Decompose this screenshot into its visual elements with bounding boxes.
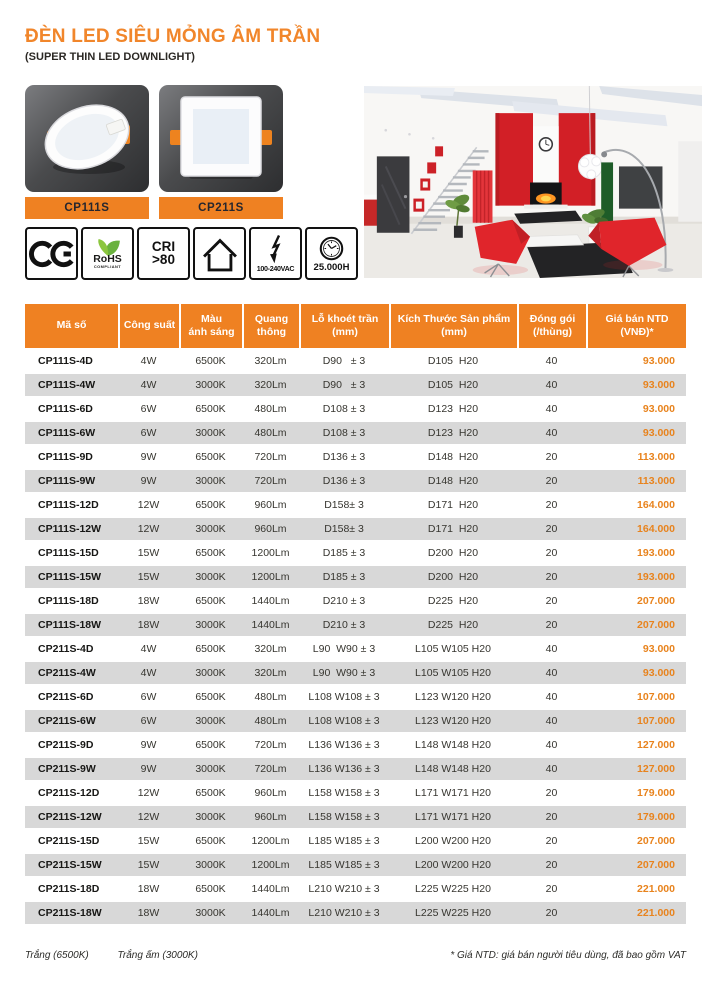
cell-code: CP111S-9W — [25, 470, 118, 492]
cell-color-temp: 6500K — [195, 403, 226, 415]
cell-power: 18W — [137, 595, 160, 607]
cell-product-size: L148 W148 H20 — [415, 739, 491, 751]
product-label-cp211s: CP211S — [159, 197, 283, 219]
cell-cutout-size: D210 ± 3 — [322, 595, 366, 607]
cell-color-temp: 3000K — [179, 566, 242, 588]
cell-power: 4W — [140, 643, 157, 655]
cell-code: CP211S-4D — [38, 643, 94, 655]
cell-cutout-size: L108 W108 ± 3 — [308, 691, 380, 703]
cell-luminous-flux: 1440Lm — [251, 595, 290, 607]
page-subtitle: (SUPER THIN LED DOWNLIGHT) — [25, 51, 195, 63]
cell-power: 9W — [140, 739, 157, 751]
cell-code: CP111S-18D — [38, 595, 99, 607]
product-card-round — [25, 85, 149, 219]
table-row — [25, 638, 686, 660]
cell-power: 18W — [118, 614, 179, 636]
cell-packing-qty: 40 — [517, 710, 586, 732]
product-label-cp111s: CP111S — [25, 197, 149, 219]
cell-luminous-flux: 720Lm — [242, 470, 299, 492]
cell-product-size: L123 W120 H20 — [389, 710, 517, 732]
certification-badges — [25, 227, 361, 280]
cell-price: 179.000 — [586, 806, 686, 828]
cell-code: CP111S-4W — [25, 374, 118, 396]
cell-color-temp: 6500K — [195, 451, 226, 463]
cell-price: 207.000 — [637, 595, 675, 607]
cell-product-size: D200 H20 — [427, 547, 479, 559]
cell-price: 193.000 — [586, 566, 686, 588]
cell-cutout-size: D158± 3 — [299, 518, 389, 540]
cell-price: 127.000 — [637, 739, 675, 751]
price-note: * Giá NTD: giá bán người tiêu dùng, đã bao gồm VAT — [450, 950, 686, 961]
cri-label: CRI — [151, 238, 176, 254]
legend-cool-white: Trắng (6500K) — [25, 950, 89, 961]
cell-product-size: D171 H20 — [427, 499, 479, 511]
cell-code: CP111S-12W — [25, 518, 118, 540]
cell-code: CP111S-15W — [25, 566, 118, 588]
round-panel-image — [25, 85, 149, 192]
cell-cutout-size: L136 W136 ± 3 — [308, 739, 380, 751]
col-header-packing-qty: Đóng gói (/thùng) — [517, 304, 586, 348]
col-header-code: Mã số — [25, 304, 118, 348]
page-footer — [25, 950, 686, 961]
cell-price: 207.000 — [586, 854, 686, 876]
table-row — [25, 686, 686, 708]
cell-power: 12W — [118, 806, 179, 828]
cell-code: CP211S-6W — [25, 710, 118, 732]
cell-code: CP211S-12D — [38, 787, 100, 799]
cell-cutout-size: L158 W158 ± 3 — [308, 787, 380, 799]
cell-packing-qty: 40 — [545, 643, 558, 655]
cell-product-size: L171 W171 H20 — [415, 787, 491, 799]
cell-packing-qty: 20 — [517, 518, 586, 540]
lifetime-label: 25.000H — [313, 261, 350, 273]
cell-cutout-size: D108 ± 3 — [299, 422, 389, 444]
cell-power: 18W — [137, 883, 160, 895]
table-row — [25, 710, 686, 732]
cell-code: CP111S-18W — [25, 614, 118, 636]
col-header-color-temp: Màu ánh sáng — [179, 304, 242, 348]
cell-cutout-size: D136 ± 3 — [299, 470, 389, 492]
cell-color-temp: 3000K — [179, 758, 242, 780]
cell-color-temp: 3000K — [179, 902, 242, 924]
cell-product-size: D200 H20 — [389, 566, 517, 588]
cell-price: 207.000 — [586, 614, 686, 636]
cell-cutout-size: L185 W185 ± 3 — [299, 854, 389, 876]
square-panel-image — [159, 85, 283, 192]
cell-luminous-flux: 1200Lm — [242, 566, 299, 588]
cell-packing-qty: 20 — [517, 854, 586, 876]
table-row — [25, 542, 686, 564]
table-row — [25, 398, 686, 420]
cell-packing-qty: 20 — [545, 451, 558, 463]
cell-code: CP211S-18D — [38, 883, 100, 895]
table-row — [25, 878, 686, 900]
voltage-label: 100-240VAC — [256, 265, 295, 273]
cell-cutout-size: L210 W210 ± 3 — [308, 883, 380, 895]
cell-cutout-size: L136 W136 ± 3 — [299, 758, 389, 780]
rohs-compliant-label: COMPLIANT — [93, 264, 122, 270]
cell-color-temp: 3000K — [179, 518, 242, 540]
table-row — [25, 566, 686, 588]
interior-illustration — [364, 86, 702, 278]
cri-value: >80 — [152, 251, 175, 267]
badge-lifetime — [305, 227, 358, 280]
cell-luminous-flux: 720Lm — [242, 758, 299, 780]
cell-power: 12W — [137, 499, 160, 511]
cell-power: 9W — [140, 451, 157, 463]
cell-luminous-flux: 960Lm — [242, 806, 299, 828]
cell-price: 107.000 — [637, 691, 675, 703]
cell-cutout-size: L158 W158 ± 3 — [299, 806, 389, 828]
cell-cutout-size: D185 ± 3 — [322, 547, 366, 559]
cell-packing-qty: 20 — [517, 470, 586, 492]
cell-power: 15W — [118, 566, 179, 588]
cell-luminous-flux: 1200Lm — [251, 547, 290, 559]
cell-product-size: D123 H20 — [427, 403, 479, 415]
cell-power: 9W — [118, 470, 179, 492]
cell-product-size: D225 H20 — [427, 595, 479, 607]
cell-code: CP211S-15D — [38, 835, 100, 847]
cell-color-temp: 6500K — [195, 547, 226, 559]
cell-luminous-flux: 960Lm — [254, 499, 287, 511]
cell-product-size: L225 W225 H20 — [389, 902, 517, 924]
cell-power: 15W — [118, 854, 179, 876]
cell-price: 221.000 — [637, 883, 675, 895]
round-downlight-icon — [25, 85, 149, 192]
cell-price: 113.000 — [586, 470, 686, 492]
cell-code: CP211S-15W — [25, 854, 118, 876]
cell-price: 113.000 — [637, 451, 675, 463]
cell-code: CP211S-9D — [38, 739, 94, 751]
page-header — [25, 26, 686, 63]
cell-cutout-size: D158± 3 — [324, 499, 364, 511]
cell-power: 15W — [137, 835, 160, 847]
cell-color-temp: 6500K — [195, 691, 226, 703]
house-icon — [199, 233, 241, 275]
cell-packing-qty: 40 — [517, 374, 586, 396]
cell-packing-qty: 20 — [545, 547, 558, 559]
cell-color-temp: 6500K — [195, 883, 226, 895]
cell-code: CP111S-15D — [38, 547, 99, 559]
cell-power: 12W — [137, 787, 160, 799]
cell-power: 4W — [140, 355, 157, 367]
table-row — [25, 446, 686, 468]
table-body — [25, 350, 686, 924]
cell-price: 107.000 — [586, 710, 686, 732]
cell-packing-qty: 40 — [517, 422, 586, 444]
legend-warm-white: Trắng ấm (3000K) — [117, 950, 198, 961]
cell-luminous-flux: 320Lm — [242, 374, 299, 396]
cell-code: CP111S-9D — [38, 451, 93, 463]
cell-cutout-size: D210 ± 3 — [299, 614, 389, 636]
cell-power: 6W — [140, 403, 157, 415]
cell-product-size: L225 W225 H20 — [415, 883, 491, 895]
cell-price: 164.000 — [586, 518, 686, 540]
cell-product-size: L105 W105 H20 — [389, 662, 517, 684]
product-card-square — [159, 85, 283, 219]
cell-packing-qty: 40 — [545, 691, 558, 703]
spec-price-table — [25, 302, 686, 926]
cell-power: 12W — [118, 518, 179, 540]
badge-voltage — [249, 227, 302, 280]
cell-code: CP211S-4W — [25, 662, 118, 684]
table-row — [25, 662, 686, 684]
product-images — [25, 85, 361, 219]
cell-code: CP211S-18W — [25, 902, 118, 924]
cell-price: 193.000 — [637, 547, 675, 559]
cell-product-size: L105 W105 H20 — [415, 643, 491, 655]
cell-product-size: D148 H20 — [427, 451, 479, 463]
cell-product-size: D123 H20 — [389, 422, 517, 444]
table-row — [25, 902, 686, 924]
cell-color-temp: 3000K — [179, 470, 242, 492]
cell-luminous-flux: 480Lm — [242, 710, 299, 732]
cell-color-temp: 3000K — [179, 854, 242, 876]
table-row — [25, 806, 686, 828]
table-row — [25, 782, 686, 804]
cell-cutout-size: D90 ± 3 — [299, 374, 389, 396]
col-header-price: Giá bán NTD (VNĐ)* — [586, 304, 686, 348]
table-row — [25, 830, 686, 852]
cell-packing-qty: 40 — [545, 403, 558, 415]
cell-packing-qty: 40 — [517, 758, 586, 780]
cell-code: CP111S-6D — [38, 403, 93, 415]
cell-cutout-size: D136 ± 3 — [322, 451, 366, 463]
cell-packing-qty: 20 — [545, 595, 558, 607]
cell-packing-qty: 20 — [517, 806, 586, 828]
cell-code: CP211S-9W — [25, 758, 118, 780]
rohs-label: RoHS — [93, 252, 122, 265]
lightning-bolt-icon — [266, 234, 286, 264]
cell-product-size: D148 H20 — [389, 470, 517, 492]
cell-color-temp: 3000K — [179, 422, 242, 444]
badge-rohs — [81, 227, 134, 280]
cell-price: 93.000 — [642, 403, 675, 415]
table-row — [25, 422, 686, 444]
cell-packing-qty: 20 — [517, 902, 586, 924]
ce-mark-icon — [29, 238, 75, 270]
cell-price: 207.000 — [637, 835, 675, 847]
cell-color-temp: 3000K — [179, 710, 242, 732]
cell-code: CP111S-6W — [25, 422, 118, 444]
table-row — [25, 374, 686, 396]
cell-packing-qty: 40 — [517, 662, 586, 684]
cell-cutout-size: L108 W108 ± 3 — [299, 710, 389, 732]
cell-luminous-flux: 1200Lm — [251, 835, 290, 847]
cell-packing-qty: 40 — [545, 355, 558, 367]
cell-packing-qty: 20 — [517, 614, 586, 636]
cell-luminous-flux: 480Lm — [254, 403, 287, 415]
cell-cutout-size: D185 ± 3 — [299, 566, 389, 588]
cell-cutout-size: L185 W185 ± 3 — [308, 835, 380, 847]
cell-luminous-flux: 960Lm — [242, 518, 299, 540]
cell-product-size: D225 H20 — [389, 614, 517, 636]
left-column — [25, 85, 361, 280]
cell-code: CP211S-6D — [38, 691, 94, 703]
cell-power: 4W — [118, 374, 179, 396]
cell-packing-qty: 40 — [545, 739, 558, 751]
cell-luminous-flux: 960Lm — [254, 787, 287, 799]
cell-product-size: L148 W148 H20 — [389, 758, 517, 780]
cell-power: 6W — [118, 710, 179, 732]
table-row — [25, 350, 686, 372]
cell-color-temp: 3000K — [179, 806, 242, 828]
cell-cutout-size: D90 ± 3 — [322, 355, 366, 367]
cell-product-size: D105 H20 — [389, 374, 517, 396]
cell-power: 4W — [118, 662, 179, 684]
table-row — [25, 494, 686, 516]
cell-luminous-flux: 320Lm — [254, 643, 287, 655]
page-title: ĐÈN LED SIÊU MỎNG ÂM TRẦN — [25, 26, 321, 47]
cell-price: 93.000 — [586, 422, 686, 444]
col-header-power: Công suất — [118, 304, 179, 348]
cell-power: 15W — [137, 547, 160, 559]
cell-luminous-flux: 320Lm — [254, 355, 287, 367]
cell-cutout-size: D108 ± 3 — [322, 403, 366, 415]
color-legend — [25, 950, 224, 961]
cell-color-temp: 6500K — [195, 835, 226, 847]
table-row — [25, 518, 686, 540]
cell-packing-qty: 20 — [545, 835, 558, 847]
cell-packing-qty: 20 — [517, 566, 586, 588]
col-header-luminous-flux: Quang thông — [242, 304, 299, 348]
col-header-cutout-size: Lỗ khoét trần (mm) — [299, 304, 389, 348]
cell-packing-qty: 20 — [545, 883, 558, 895]
cell-color-temp: 6500K — [195, 739, 226, 751]
table-row — [25, 614, 686, 636]
cell-price: 221.000 — [586, 902, 686, 924]
badge-ce — [25, 227, 78, 280]
cell-price: 127.000 — [586, 758, 686, 780]
cell-packing-qty: 20 — [545, 499, 558, 511]
cell-product-size: L200 W200 H20 — [389, 854, 517, 876]
badge-cri — [137, 227, 190, 280]
table-header — [25, 304, 686, 348]
cell-power: 6W — [118, 422, 179, 444]
cell-product-size: D105 H20 — [427, 355, 479, 367]
cell-color-temp: 6500K — [195, 595, 226, 607]
cell-luminous-flux: 1440Lm — [242, 614, 299, 636]
table-row — [25, 854, 686, 876]
square-downlight-icon — [159, 85, 283, 192]
badge-indoor-use — [193, 227, 246, 280]
cell-color-temp: 6500K — [195, 355, 226, 367]
cell-price: 93.000 — [642, 355, 675, 367]
col-header-product-size: Kích Thước Sản phẩm (mm) — [389, 304, 517, 348]
cell-color-temp: 3000K — [179, 374, 242, 396]
cell-color-temp: 6500K — [195, 787, 226, 799]
cell-price: 93.000 — [586, 374, 686, 396]
cell-product-size: L171 W171 H20 — [389, 806, 517, 828]
room-photo — [364, 86, 702, 278]
cell-luminous-flux: 720Lm — [254, 739, 287, 751]
cell-code: CP111S-12D — [38, 499, 99, 511]
cell-product-size: D171 H20 — [389, 518, 517, 540]
cell-color-temp: 6500K — [195, 643, 226, 655]
cell-luminous-flux: 720Lm — [254, 451, 287, 463]
cell-power: 18W — [118, 902, 179, 924]
cell-color-temp: 3000K — [179, 662, 242, 684]
cell-power: 6W — [140, 691, 157, 703]
cell-price: 179.000 — [637, 787, 675, 799]
cell-luminous-flux: 1440Lm — [251, 883, 290, 895]
cell-code: CP111S-4D — [38, 355, 93, 367]
table-row — [25, 590, 686, 612]
cell-cutout-size: L90 W90 ± 3 — [312, 643, 376, 655]
cell-code: CP211S-12W — [25, 806, 118, 828]
table-row — [25, 734, 686, 756]
cell-color-temp: 3000K — [179, 614, 242, 636]
cell-price: 93.000 — [586, 662, 686, 684]
cell-power: 9W — [118, 758, 179, 780]
cell-price: 164.000 — [637, 499, 675, 511]
cell-luminous-flux: 1440Lm — [242, 902, 299, 924]
cell-packing-qty: 20 — [545, 787, 558, 799]
table-row — [25, 470, 686, 492]
table-row — [25, 758, 686, 780]
top-section — [25, 85, 686, 280]
cell-product-size: L123 W120 H20 — [415, 691, 491, 703]
cell-price: 93.000 — [642, 643, 675, 655]
cell-luminous-flux: 1200Lm — [242, 854, 299, 876]
cell-luminous-flux: 480Lm — [242, 422, 299, 444]
cell-product-size: L200 W200 H20 — [415, 835, 491, 847]
cell-color-temp: 6500K — [195, 499, 226, 511]
cell-cutout-size: L90 W90 ± 3 — [299, 662, 389, 684]
cell-luminous-flux: 320Lm — [242, 662, 299, 684]
cell-luminous-flux: 480Lm — [254, 691, 287, 703]
clock-icon — [318, 235, 345, 262]
cell-cutout-size: L210 W210 ± 3 — [299, 902, 389, 924]
